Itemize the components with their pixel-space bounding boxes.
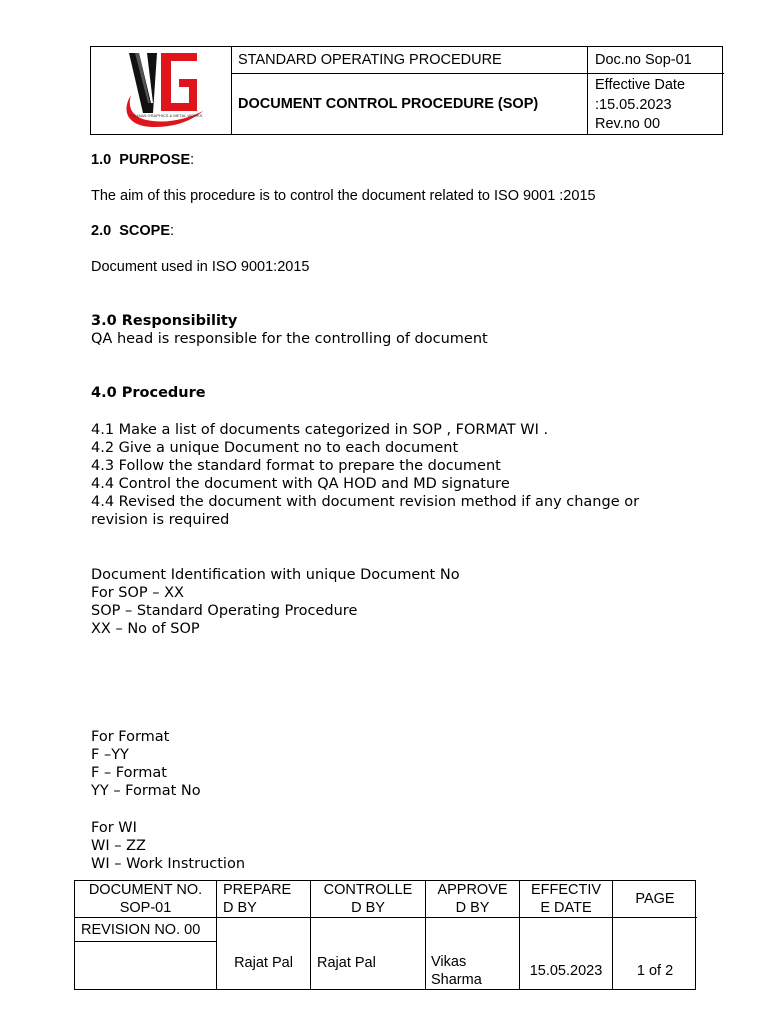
procedure-item: 4.4 Control the document with QA HOD and MD signature	[91, 476, 510, 492]
format-line: For Format	[91, 729, 170, 745]
header-divider	[587, 47, 588, 134]
logo-text: VIHAAN GRAPHICS & METAL WORKS	[131, 113, 203, 118]
controlled-by-header-line1: CONTROLLE	[323, 882, 413, 898]
scope-heading-colon: :	[170, 223, 175, 239]
footer-divider	[75, 941, 216, 942]
header-divider	[231, 47, 232, 134]
header-table	[90, 46, 723, 135]
effective-date-header-line2: E DATE	[540, 900, 592, 916]
wi-line: WI – Work Instruction	[91, 856, 246, 872]
approved-by-header	[426, 881, 519, 917]
purpose-heading-colon: :	[190, 152, 195, 168]
controlled-by-header	[311, 881, 425, 917]
purpose-heading-text: PURPOSE	[119, 152, 191, 168]
procedure-item: 4.2 Give a unique Document no to each document	[91, 440, 459, 456]
doc-no-header-line2: SOP-01	[119, 900, 172, 916]
approved-by-header-line1: APPROVE	[437, 882, 508, 898]
approved-by-value	[431, 953, 519, 989]
effective-date-header-line1: EFFECTIV	[530, 882, 602, 898]
purpose-heading	[91, 151, 194, 169]
page-value: 1 of 2	[636, 963, 674, 979]
page-header: PAGE	[635, 891, 675, 907]
procedure-item: 4.4 Revised the document with document revision method if any change or	[91, 494, 640, 510]
procedure-item: 4.1 Make a list of documents categorized in SOP , FORMAT WI .	[91, 422, 549, 438]
footer-approval-table	[74, 880, 696, 990]
company-logo-graphic	[117, 49, 209, 131]
effective-date-value: :15.05.2023	[595, 97, 672, 113]
header-divider	[587, 73, 724, 74]
doc-no: Doc.no Sop-01	[595, 52, 692, 68]
document-title: DOCUMENT CONTROL PROCEDURE (SOP)	[238, 96, 539, 112]
scope-text: Document used in ISO 9001:2015	[91, 259, 310, 275]
company-logo	[117, 49, 209, 131]
wi-line: For WI	[91, 820, 137, 836]
identification-line: Document Identification with unique Document No	[91, 567, 460, 583]
controlled-by-value: Rajat Pal	[317, 955, 376, 971]
procedure-heading: 4.0 Procedure	[91, 385, 206, 401]
scope-heading-number: 2.0	[91, 223, 112, 239]
format-line: F –YY	[91, 747, 129, 763]
revision-no-cell: REVISION NO. 00	[81, 922, 201, 938]
procedure-item: 4.3 Follow the standard format to prepare the document	[91, 458, 501, 474]
approved-by-header-line2: D BY	[455, 900, 490, 916]
doc-no-header	[75, 881, 216, 917]
responsibility-heading: 3.0 Responsibility	[91, 313, 238, 329]
format-line: YY – Format No	[91, 783, 201, 799]
responsibility-text: QA head is responsible for the controlling of document	[91, 331, 488, 347]
controlled-by-header-line2: D BY	[351, 900, 385, 916]
identification-line: For SOP – XX	[91, 585, 184, 601]
identification-line: SOP – Standard Operating Procedure	[91, 603, 358, 619]
header-divider	[231, 73, 587, 74]
identification-line: XX – No of SOP	[91, 621, 200, 637]
revision-no: Rev.no 00	[595, 116, 661, 132]
sop-title: STANDARD OPERATING PROCEDURE	[238, 52, 502, 68]
effective-date-label: Effective Date	[595, 77, 686, 93]
prepared-by-header	[223, 881, 313, 917]
approved-by-value-line2: Sharma	[431, 972, 482, 988]
effective-date-header	[520, 881, 612, 917]
approved-by-value-line1: Vikas	[431, 954, 467, 970]
prepared-by-header-line2: D BY	[223, 900, 257, 916]
purpose-text: The aim of this procedure is to control the document related to ISO 9001 :2015	[91, 188, 596, 204]
doc-no-header-line1: DOCUMENT NO.	[88, 882, 203, 898]
format-line: F – Format	[91, 765, 167, 781]
wi-line: WI – ZZ	[91, 838, 146, 854]
purpose-heading-number: 1.0	[91, 152, 112, 168]
prepared-by-value: Rajat Pal	[234, 955, 293, 971]
footer-divider	[216, 881, 217, 989]
scope-heading	[91, 222, 174, 240]
effective-date-value: 15.05.2023	[529, 963, 603, 979]
footer-divider	[75, 917, 697, 918]
procedure-item: revision is required	[91, 512, 230, 528]
prepared-by-header-line1: PREPARE	[223, 882, 292, 898]
scope-heading-text: SCOPE	[119, 223, 170, 239]
